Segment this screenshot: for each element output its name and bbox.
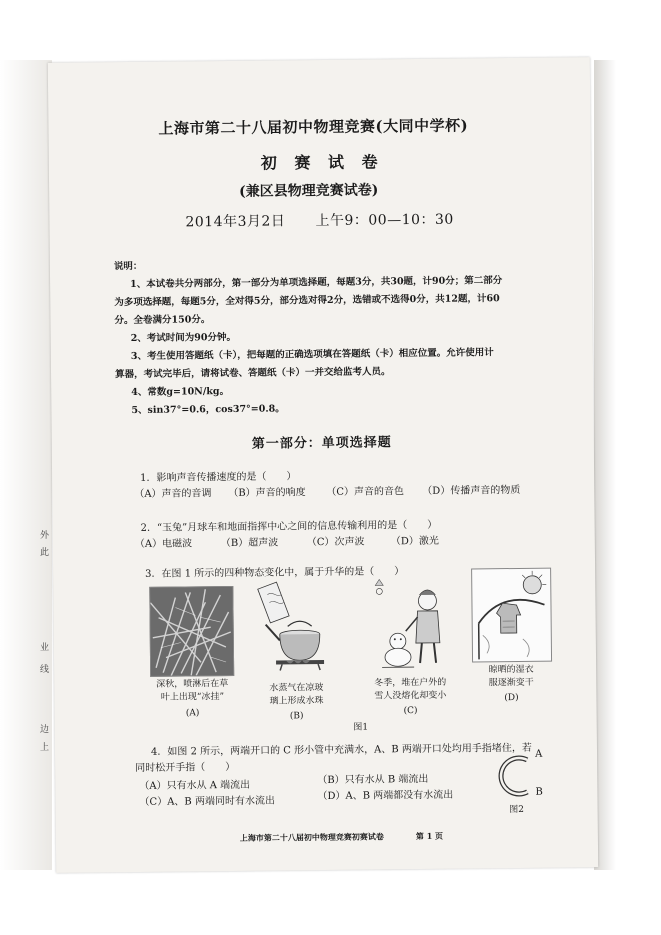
notes-line: 为多项选择题，每题5分，全对得5分，部分选对得2分，选错或不选得0分，共12题，计60 xyxy=(114,293,500,309)
frost-grass-icon xyxy=(150,587,233,676)
figure1-panel-c-image xyxy=(367,577,452,670)
question-4-option-c: （C）A、B 两端同时有水流出 xyxy=(139,795,275,808)
figure1-panel-b-letter: (B) xyxy=(289,711,304,722)
figure2-end-a: A xyxy=(534,748,543,760)
kettle-glass-icon xyxy=(255,580,336,673)
figure2-label: 图2 xyxy=(509,804,525,816)
figure1-panel-b-caption-2: 璃上形成水珠 xyxy=(269,696,324,707)
exam-time: 上午9：00—10：30 xyxy=(315,211,454,230)
footer-title: 上海市第二十八届初中物理竞赛初赛试卷 xyxy=(239,831,384,843)
notes-line: 5、sin37°=0.6，cos37°=0.8。 xyxy=(131,403,285,417)
question-4-option-a: （A）只有水从 A 端流出 xyxy=(139,779,251,792)
question-4-stem-line-2: 同时松开手指（ ） xyxy=(135,761,236,774)
side-mark: 此 xyxy=(40,548,50,558)
exam-paper xyxy=(48,57,598,873)
footer-page-number: 第 1 页 xyxy=(415,830,444,842)
side-mark: 上 xyxy=(40,743,50,753)
side-mark: 边 xyxy=(40,725,50,735)
question-2-option-b: （B）超声波 xyxy=(220,537,279,550)
snowman-child-icon xyxy=(367,577,452,670)
side-mark: 外 xyxy=(40,531,50,541)
question-2-stem: 2．“玉兔”月球车和地面指挥中心之间的信息传输利用的是（ ） xyxy=(140,519,438,534)
question-4-stem-line-1: 4．如图 2 所示，两端开口的 C 形小管中充满水，A、B 两端开口处均用手指堵住，若 xyxy=(150,742,532,758)
side-mark: 线 xyxy=(40,665,50,675)
notes-line: 1、本试卷共分两部分，第一部分为单项选择题，每题3分，共30题，计90分；第二部分 xyxy=(130,275,503,291)
figure1-panel-c-caption-1: 冬季，堆在户外的 xyxy=(374,677,447,689)
question-1-stem: 1．影响声音传播速度的是（ ） xyxy=(140,471,297,484)
figure1-panel-a-caption-2: 叶上出现“冰挂” xyxy=(160,692,225,703)
exam-subtitle: 初 赛 试 卷 xyxy=(260,152,384,173)
figure1-panel-d-image xyxy=(471,568,552,663)
scan-right-margin xyxy=(594,60,616,870)
figure1-panel-d-caption-2: 服逐渐变干 xyxy=(488,677,534,689)
figure1-label: 图1 xyxy=(353,722,369,733)
figure1-panel-b-caption-1: 水蒸气在凉玻 xyxy=(269,683,324,694)
figure1-panel-c-caption-2: 雪人没熔化却变小 xyxy=(374,690,447,702)
figure2-end-b: B xyxy=(535,786,543,798)
figure1-panel-c-letter: (C) xyxy=(403,706,418,717)
notes-line: 算器，考试完毕后，请将试卷、答题纸（卡）一并交给监考人员。 xyxy=(114,366,391,381)
question-2-option-c: （C）次声波 xyxy=(306,536,365,549)
side-mark: 业 xyxy=(40,643,50,653)
figure1-panel-b-image xyxy=(255,580,336,673)
notes-line: 分。全卷满分150分。 xyxy=(114,314,211,327)
exam-title: 上海市第二十八届初中物理竞赛(大同中学杯) xyxy=(158,116,469,138)
figure1-panel-a-image xyxy=(149,586,234,677)
question-1-option-b: （B）声音的响度 xyxy=(228,487,306,499)
question-1-option-a: （A）声音的音调 xyxy=(134,488,212,500)
question-2-option-d: （D）激光 xyxy=(390,535,439,548)
question-1-option-c: （C）声音的音色 xyxy=(326,486,404,498)
figure1-panel-d-letter: (D) xyxy=(504,692,519,704)
question-4-option-b: （B）只有水从 B 端流出 xyxy=(317,773,429,787)
question-3-stem: 3．在图 1 所示的四种物态变化中，属于升华的是（ ） xyxy=(145,566,405,580)
exam-paren-title: (兼区县物理竞赛试卷) xyxy=(239,182,379,200)
question-1-option-d: （D）传播声音的物质 xyxy=(422,484,521,497)
question-2-option-a: （A）电磁波 xyxy=(134,538,193,550)
notes-heading: 说明： xyxy=(113,260,143,273)
drying-clothes-icon xyxy=(472,569,551,662)
figure1-panel-d-caption-1: 晾晒的湿衣 xyxy=(488,664,534,676)
exam-date: 2014年3月2日 xyxy=(185,213,286,231)
section-title: 第一部分：单项选择题 xyxy=(251,435,392,452)
figure1-panel-a-caption-1: 深秋，喷淋后在草 xyxy=(156,679,229,690)
figure1-panel-a-letter: (A) xyxy=(185,708,200,719)
notes-line: 3、考生使用答题纸（卡），把每题的正确选项填在答题纸（卡）相应位置。允许使用计 xyxy=(130,347,494,363)
notes-line: 4、常数g=10N/kg。 xyxy=(131,385,230,399)
notes-line: 2、考试时间为90分钟。 xyxy=(130,331,237,345)
question-4-option-d: （D）A、B 两端都没有水流出 xyxy=(317,789,454,803)
